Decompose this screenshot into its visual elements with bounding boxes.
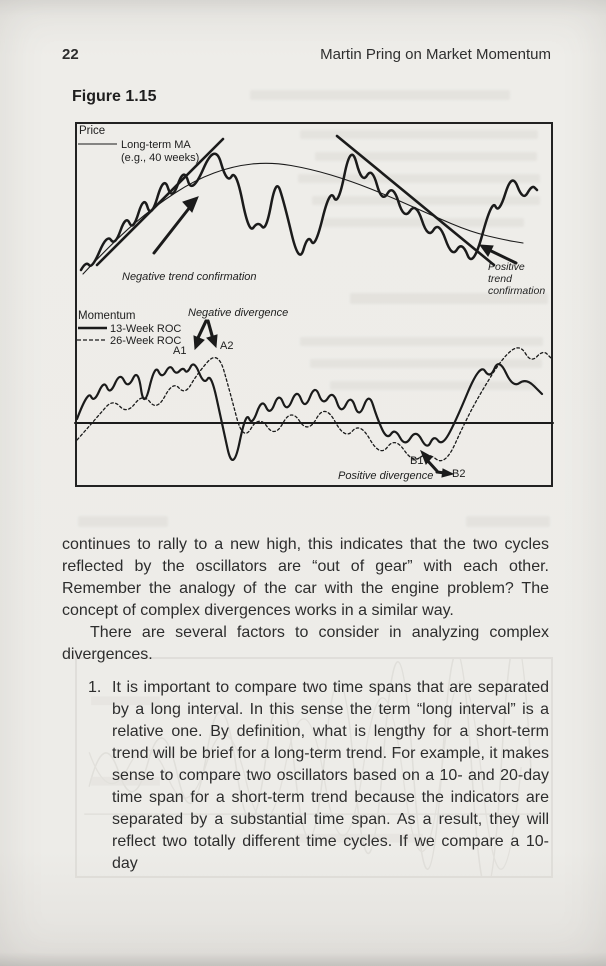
- paragraph-2: There are several factors to consider in analyzing complex divergences.: [62, 624, 549, 663]
- roc-13-legend-label: 13-Week ROC: [110, 323, 182, 335]
- negative-divergence-arrow2-head: [207, 335, 217, 347]
- body-text: [62, 534, 549, 875]
- negative-divergence-arrow1-shaft: [197, 321, 206, 340]
- negative-divergence-label: Negative divergence: [188, 307, 289, 319]
- positive-trend-label-1: Positive: [488, 261, 525, 273]
- page-number: 22: [62, 46, 79, 63]
- figure-title: Figure 1.15: [72, 88, 157, 105]
- page-header: [62, 46, 551, 63]
- negative-trend-label: Negative trend confirmation: [122, 271, 257, 283]
- bleedthrough-caption: [78, 516, 168, 527]
- label-b1: B1: [410, 455, 424, 467]
- label-b2: B2: [452, 468, 466, 480]
- list-item-text: It is important to compare two time spans that are separated by a long interval. In this sense the term “long interval” is a relative one. By definition, what is lengthy for a short-term trend will be brief for a long-term trend. For example, it makes sense to compare two oscillators based on a 10- and 20-day time span for a short-term trend because the indicators are separated by a substantial time span. As a result, they will reflect two totally different time cycles. If we compare a 10-day: [112, 679, 549, 872]
- numbered-list: [62, 677, 549, 875]
- paragraph-1: continues to rally to a new high, this indicates that the two cycles reflected by the oscillators are “out of gear” with each other. Remember the analogy of the car with the engine problem? The concept of complex divergences works in a similar way.: [62, 536, 549, 619]
- running-header: Martin Pring on Market Momentum: [320, 46, 551, 63]
- label-a2: A2: [220, 340, 234, 352]
- roc-13-week-line: [77, 364, 542, 460]
- positive-divergence-label: Positive divergence: [338, 470, 434, 482]
- bleedthrough-line: [250, 90, 510, 100]
- scan-edge-bottom: [0, 952, 606, 966]
- roc-26-legend-label: 26-Week ROC: [110, 335, 182, 347]
- ma-legend-label: Long-term MA: [121, 139, 191, 151]
- list-item: [62, 677, 549, 875]
- roc-26-week-line: [77, 348, 551, 461]
- negative-confirmation-arrow-shaft: [154, 207, 190, 253]
- price-legend-label: Price: [79, 125, 106, 137]
- figure-chart: [75, 122, 553, 487]
- negative-divergence-arrow1-head: [194, 336, 204, 349]
- falling-trendline: [337, 136, 494, 265]
- list-item-number: 1.: [88, 679, 102, 696]
- negative-confirmation-arrow-head: [183, 197, 198, 212]
- positive-trend-label-2: trend: [488, 273, 512, 285]
- long-term-ma-line: [83, 163, 523, 274]
- momentum-legend-title: Momentum: [78, 310, 136, 322]
- scan-edge-top: [0, 0, 606, 16]
- bleedthrough-caption: [466, 516, 550, 527]
- ma-legend-sublabel: (e.g., 40 weeks): [121, 152, 200, 164]
- label-a1: A1: [173, 345, 187, 357]
- positive-trend-label-3: confirmation: [488, 285, 546, 297]
